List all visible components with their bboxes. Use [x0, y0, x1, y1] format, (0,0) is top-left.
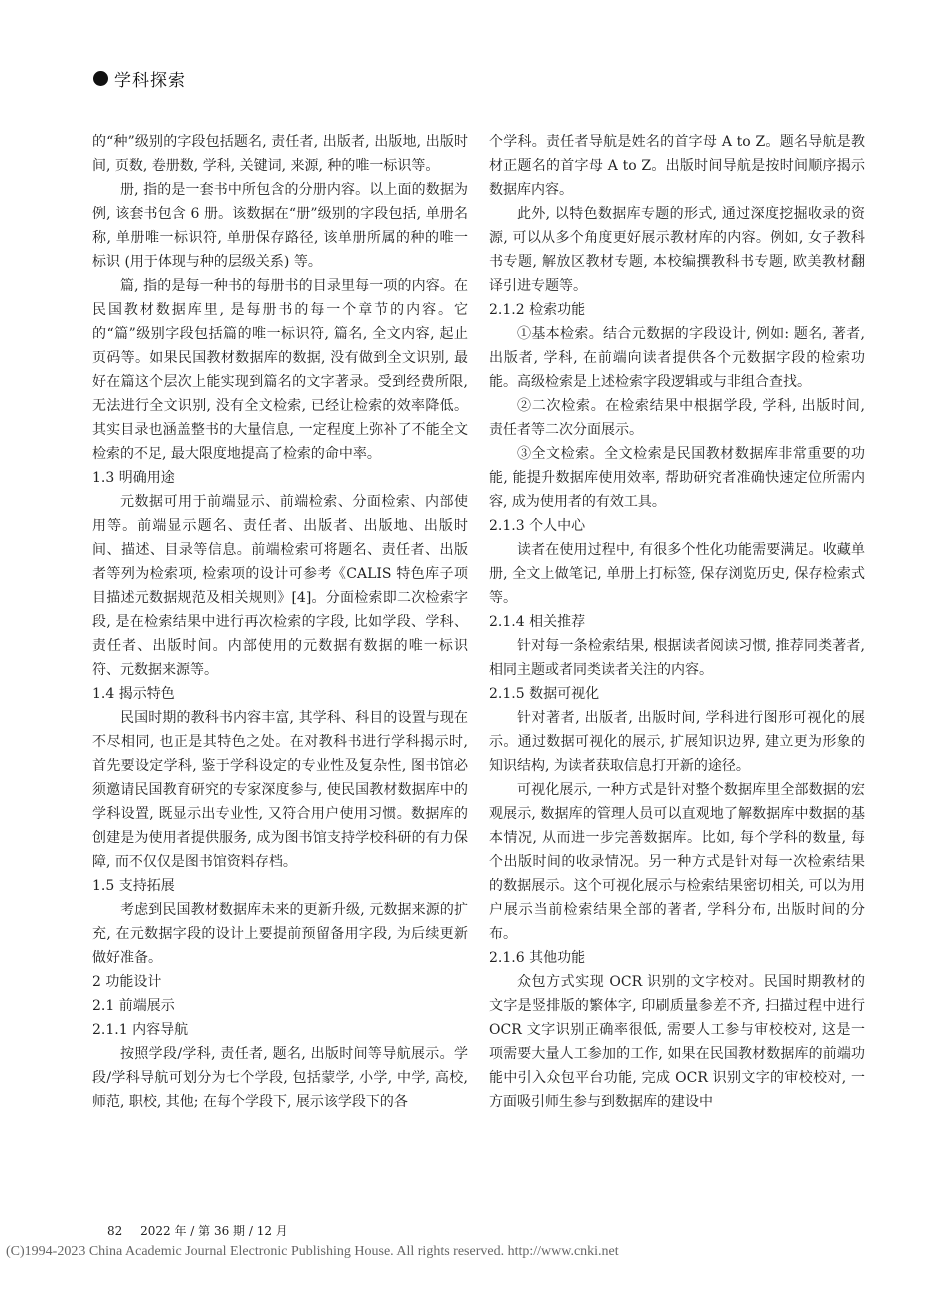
paragraph: ③全文检索。全文检索是民国教材数据库非常重要的功能, 能提升数据库使用效率, 帮助研究者准确快速定位所需内容, 成为使用者的有效工具。 — [489, 446, 865, 510]
paragraph: 针对每一条检索结果, 根据读者阅读习惯, 推荐同类著者, 相同主题或者同类读者关注的内容。 — [489, 638, 865, 678]
right-column — [489, 130, 865, 1114]
paragraph: 可视化展示, 一种方式是针对整个数据库里全部数据的宏观展示, 数据库的管理人员可以直观地了解数据库中数据的基本情况, 从而进一步完善数据库。比如, 每个学科的数量, 每个出版时间的收录情况。另一种方式是针对每一次检索结果的数据展示。这个可视化展示与检索结果密切相关, 可以为用户展示当前检索结果全部的著者, 学科分布, 出版时间的分布。 — [489, 782, 865, 942]
section-heading: 1.3 明确用途 — [92, 470, 175, 486]
paragraph: 针对著者, 出版者, 出版时间, 学科进行图形可视化的展示。通过数据可视化的展示, 扩展知识边界, 建立更为形象的知识结构, 为读者获取信息打开新的途径。 — [489, 710, 865, 774]
paragraph: 元数据可用于前端显示、前端检索、分面检索、内部使用等。前端显示题名、责任者、出版者、出版地、出版时间、描述、目录等信息。前端检索可将题名、责任者、出版者等列为检索项, 检索项的设计可参考《CALIS 特色库子项目描述元数据规范及相关规则》[4]。分面检索即二次检索字段, 是在检索结果中进行再次检索的字段, 比如学段、学科、责任者、出版时间。内部使用的元数据有数据的唯一标识符、元数据来源等。 — [92, 494, 468, 678]
copyright-line: (C)1994-2023 China Academic Journal Electronic Publishing House. All rights reserved. http://www.cnki.net — [6, 1244, 619, 1259]
section-heading: 2.1.5 数据可视化 — [489, 686, 600, 702]
paragraph: 册, 指的是一套书中所包含的分册内容。以上面的数据为例, 该套书包含 6 册。该数据在“册”级别的字段包括, 单册名称, 单册唯一标识符, 单册保存路径, 该单册所属的种的唯一标识 (用于体现与种的层级关系) 等。 — [92, 182, 468, 270]
left-column — [92, 130, 468, 1114]
section-heading: 2 功能设计 — [92, 974, 162, 990]
page-footer — [107, 1222, 288, 1239]
section-title: 学科探索 — [114, 71, 186, 91]
paragraph: 按照学段/学科, 责任者, 题名, 出版时间等导航展示。学段/学科导航可划分为七个学段, 包括蒙学, 小学, 中学, 高校, 师范, 职校, 其他; 在每个学段下, 展示该学段下的各 — [92, 1046, 468, 1110]
section-heading: 2.1.4 相关推荐 — [489, 614, 586, 630]
page-number: 82 — [107, 1224, 123, 1238]
paragraph: 民国时期的教科书内容丰富, 其学科、科目的设置与现在不尽相同, 也正是其特色之处。在对教科书进行学科揭示时, 首先要设定学科, 鉴于学科设定的专业性及复杂性, 图书馆必须邀请民国教育研究的专家深度参与, 使民国教材数据库中的学科设置, 既显示出专业性, 又符合用户使用习惯。数据库的创建是为使用者提供服务, 成为图书馆支持学校科研的有力保障, 而不仅仅是图书馆资料存档。 — [92, 710, 468, 870]
paragraph: 考虑到民国教材数据库未来的更新升级, 元数据来源的扩充, 在元数据字段的设计上要提前预留备用字段, 为后续更新做好准备。 — [92, 902, 468, 966]
section-heading: 2.1.3 个人中心 — [489, 518, 586, 534]
section-heading: 1.4 揭示特色 — [92, 686, 175, 702]
paragraph: 个学科。责任者导航是姓名的首字母 A to Z。题名导航是教材正题名的首字母 A to Z。出版时间导航是按时间顺序揭示数据库内容。 — [489, 134, 865, 198]
paragraph: ②二次检索。在检索结果中根据学段, 学科, 出版时间, 责任者等二次分面展示。 — [489, 398, 865, 438]
bullet-icon — [93, 71, 108, 86]
issue-info: 2022 年 / 第 36 期 / 12 月 — [140, 1224, 288, 1238]
paragraph: ①基本检索。结合元数据的字段设计, 例如: 题名, 著者, 出版者, 学科, 在前端向读者提供各个元数据字段的检索功能。高级检索是上述检索字段逻辑或与非组合查找。 — [489, 326, 865, 390]
paragraph: 此外, 以特色数据库专题的形式, 通过深度挖掘收录的资源, 可以从多个角度更好展示教材库的内容。例如, 女子教科书专题, 解放区教材专题, 本校编撰教科书专题, 欧美教材翻译引进专题等。 — [489, 206, 865, 294]
section-header — [93, 66, 186, 91]
section-heading: 2.1.1 内容导航 — [92, 1022, 189, 1038]
paragraph: 的“种”级别的字段包括题名, 责任者, 出版者, 出版地, 出版时间, 页数, 卷册数, 学科, 关键词, 来源, 种的唯一标识等。 — [92, 134, 468, 174]
section-heading: 2.1 前端展示 — [92, 998, 175, 1014]
section-heading: 2.1.6 其他功能 — [489, 950, 586, 966]
paragraph: 篇, 指的是每一种书的每册书的目录里每一项的内容。在民国教材数据库里, 是每册书的每一个章节的内容。它的“篇”级别字段包括篇的唯一标识符, 篇名, 全文内容, 起止页码等。如果民国教材数据库的数据, 没有做到全文识别, 最好在篇这个层次上能实现到篇名的文字著录。受到经费所限, 无法进行全文识别, 没有全文检索, 已经让检索的效率降低。其实目录也涵盖整书的大量信息, 一定程度上弥补了不能全文检索的不足, 最大限度地提高了检索的命中率。 — [92, 278, 468, 462]
section-heading: 1.5 支持拓展 — [92, 878, 175, 894]
paragraph: 众包方式实现 OCR 识别的文字校对。民国时期教材的文字是竖排版的繁体字, 印刷质量参差不齐, 扫描过程中进行 OCR 文字识别正确率很低, 需要人工参与审校校对, 这是一项需要大量人工参加的工作, 如果在民国教材数据库的前端功能中引入众包平台功能, 完成 OCR 识别文字的审校校对, 一方面吸引师生参与到数据库的建设中 — [489, 974, 865, 1110]
section-heading: 2.1.2 检索功能 — [489, 302, 586, 318]
paragraph: 读者在使用过程中, 有很多个性化功能需要满足。收藏单册, 全文上做笔记, 单册上打标签, 保存浏览历史, 保存检索式等。 — [489, 542, 865, 606]
